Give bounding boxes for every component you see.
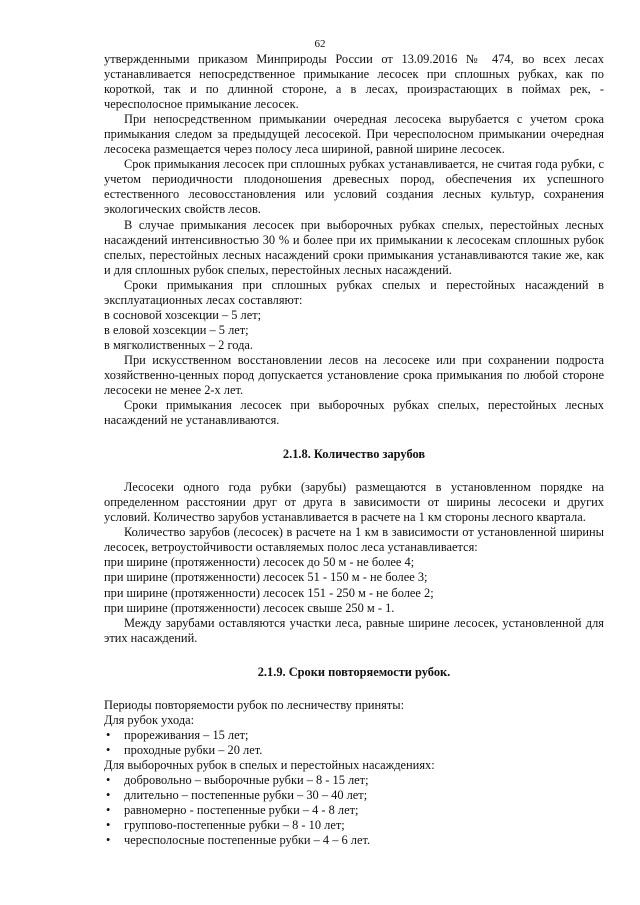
terms-list-item: в мягколиственных – 2 года. xyxy=(104,337,253,352)
width-list-item: при ширине (протяженности) лесосек 51 - 150 м - не более 3; xyxy=(104,570,428,585)
paragraph: В случае примыкания лесосек при выборочных рубках спелых, перестойных лесных насаждений интенсивностью 30 % и более при их примыкании к лесосекам сплошных рубок спелых, перестойных лесных насаждений сроки примыкания устанавливаются такие же, как и для сплошных рубок спелых, перестойных лесных насаждений. xyxy=(104,217,604,277)
care-list xyxy=(104,728,604,758)
bullet-icon: • xyxy=(106,833,111,848)
paragraph: При искусственном восстановлении лесов на лесосеке или при сохранении подроста хозяйственно-ценных пород допускается установление срока примыкания по любой стороне лесосеки не менее 2-х лет. xyxy=(104,352,604,398)
bullet-icon: • xyxy=(106,742,111,757)
list-item: • добровольно – выборочные рубки – 8 - 15 лет; xyxy=(106,772,369,787)
width-list-item: при ширине (протяженности) лесосек до 50 м - не более 4; xyxy=(104,555,415,570)
list-item: • группово-постепенные рубки – 8 - 10 лет; xyxy=(106,818,345,833)
terms-list-item: в сосновой хозсекции – 5 лет; xyxy=(104,307,262,322)
terms-list-item: в еловой хозсекции – 5 лет; xyxy=(104,322,249,337)
width-list-item: при ширине (протяженности) лесосек 151 - 250 м - не более 2; xyxy=(104,585,434,600)
list-item: • длительно – постепенные рубки – 30 – 40 лет; xyxy=(106,787,368,802)
section-heading-2-1-9: 2.1.9. Сроки повторяемости рубок. xyxy=(257,664,451,679)
bullet-icon: • xyxy=(106,727,111,742)
list-item: • прореживания – 15 лет; xyxy=(106,727,249,742)
selective-list xyxy=(104,773,604,848)
paragraph: утвержденными приказом Минприроды России от 13.09.2016 № 474, во всех лесах устанавливается непосредственное примыкание лесосек при сплошных рубках, как по короткой, так и по длинной стороне, а в лесах, произрастающих в поймах рек, - чересполосное примыкание лесосек. xyxy=(104,52,604,112)
page-number: 62 xyxy=(314,38,326,50)
list-item: • чересполосные постепенные рубки – 4 – 6 лет. xyxy=(106,833,371,848)
bullet-icon: • xyxy=(106,772,111,787)
paragraph: Количество зарубов (лесосек) в расчете на 1 км в зависимости от установленной ширины лесосек, ветроустойчивости оставляемых полос леса устанавливается: xyxy=(104,525,604,555)
section-heading-2-1-8: 2.1.8. Количество зарубов xyxy=(282,447,426,462)
list-item: • равномерно - постепенные рубки – 4 - 8 лет; xyxy=(106,803,359,818)
paragraph: Сроки примыкания лесосек при выборочных рубках спелых, перестойных лесных насаждений не устанавливаются. xyxy=(104,398,604,428)
paragraph: Периоды повторяемости рубок по лесничеству приняты: xyxy=(104,697,405,712)
bullet-icon: • xyxy=(106,803,111,818)
paragraph: Сроки примыкания при сплошных рубках спелых и перестойных насаждений в эксплуатационных лесах составляют: xyxy=(104,277,604,307)
paragraph: При непосредственном примыкании очередная лесосека вырубается с учетом срока примыкания следом за предыдущей лесосекой. При чересполосном примыкании очередная лесосека размещается через полосу леса шириной, равной ширине лесосек. xyxy=(104,112,604,157)
width-list-item: при ширине (протяженности) лесосек свыше 250 м - 1. xyxy=(104,600,395,615)
bullet-icon: • xyxy=(106,787,111,802)
list-label: Для выборочных рубок в спелых и перестойных насаждениях: xyxy=(104,757,435,772)
page-content xyxy=(104,52,604,848)
paragraph: Срок примыкания лесосек при сплошных рубках устанавливается, не считая года рубки, с учетом периодичности плодоношения древесных пород, обеспечения их успешного естественного лесовосстановления или условий создания лесных культур, сохранения экологических свойств лесов. xyxy=(104,157,604,217)
list-label: Для рубок ухода: xyxy=(104,712,195,727)
paragraph: Лесосеки одного года рубки (зарубы) размещаются в установленном порядке на определенном расстоянии друг от друга в зависимости от ширины лесосеки и других условий. Количество зарубов устанавливается в расчете на 1 км стороны лесного квартала. xyxy=(104,480,604,525)
list-item: • проходные рубки – 20 лет. xyxy=(106,742,263,757)
paragraph: Между зарубами оставляются участки леса, равные ширине лесосек, установленной для этих насаждений. xyxy=(104,615,604,645)
bullet-icon: • xyxy=(106,818,111,833)
